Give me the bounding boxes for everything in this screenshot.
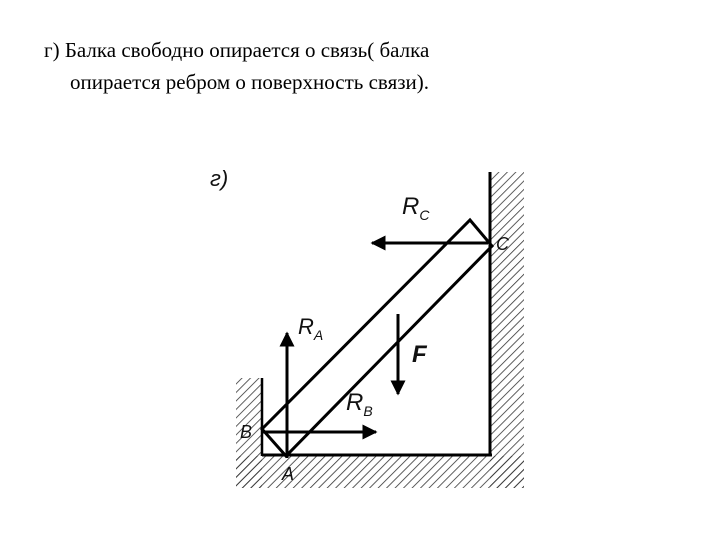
beam [262, 220, 492, 456]
floor-hatching [236, 456, 524, 488]
point-c-label: C [496, 234, 509, 254]
reaction-rb-label: $R_B$ [346, 389, 373, 419]
point-a-label: A [282, 464, 295, 484]
caption-line-1: г) Балка свободно опирается о связь( балка [44, 38, 430, 62]
force-f-label: F [412, 341, 427, 368]
caption-line-2: опирается ребром о поверхность связи). [70, 70, 430, 94]
right-wall-hatching [490, 172, 524, 488]
point-b-label: B [240, 422, 253, 442]
panel-label: г) [210, 166, 229, 191]
reaction-rc-label: $R_C$ [402, 193, 430, 223]
reaction-ra-label: $R_A$ [298, 314, 324, 343]
